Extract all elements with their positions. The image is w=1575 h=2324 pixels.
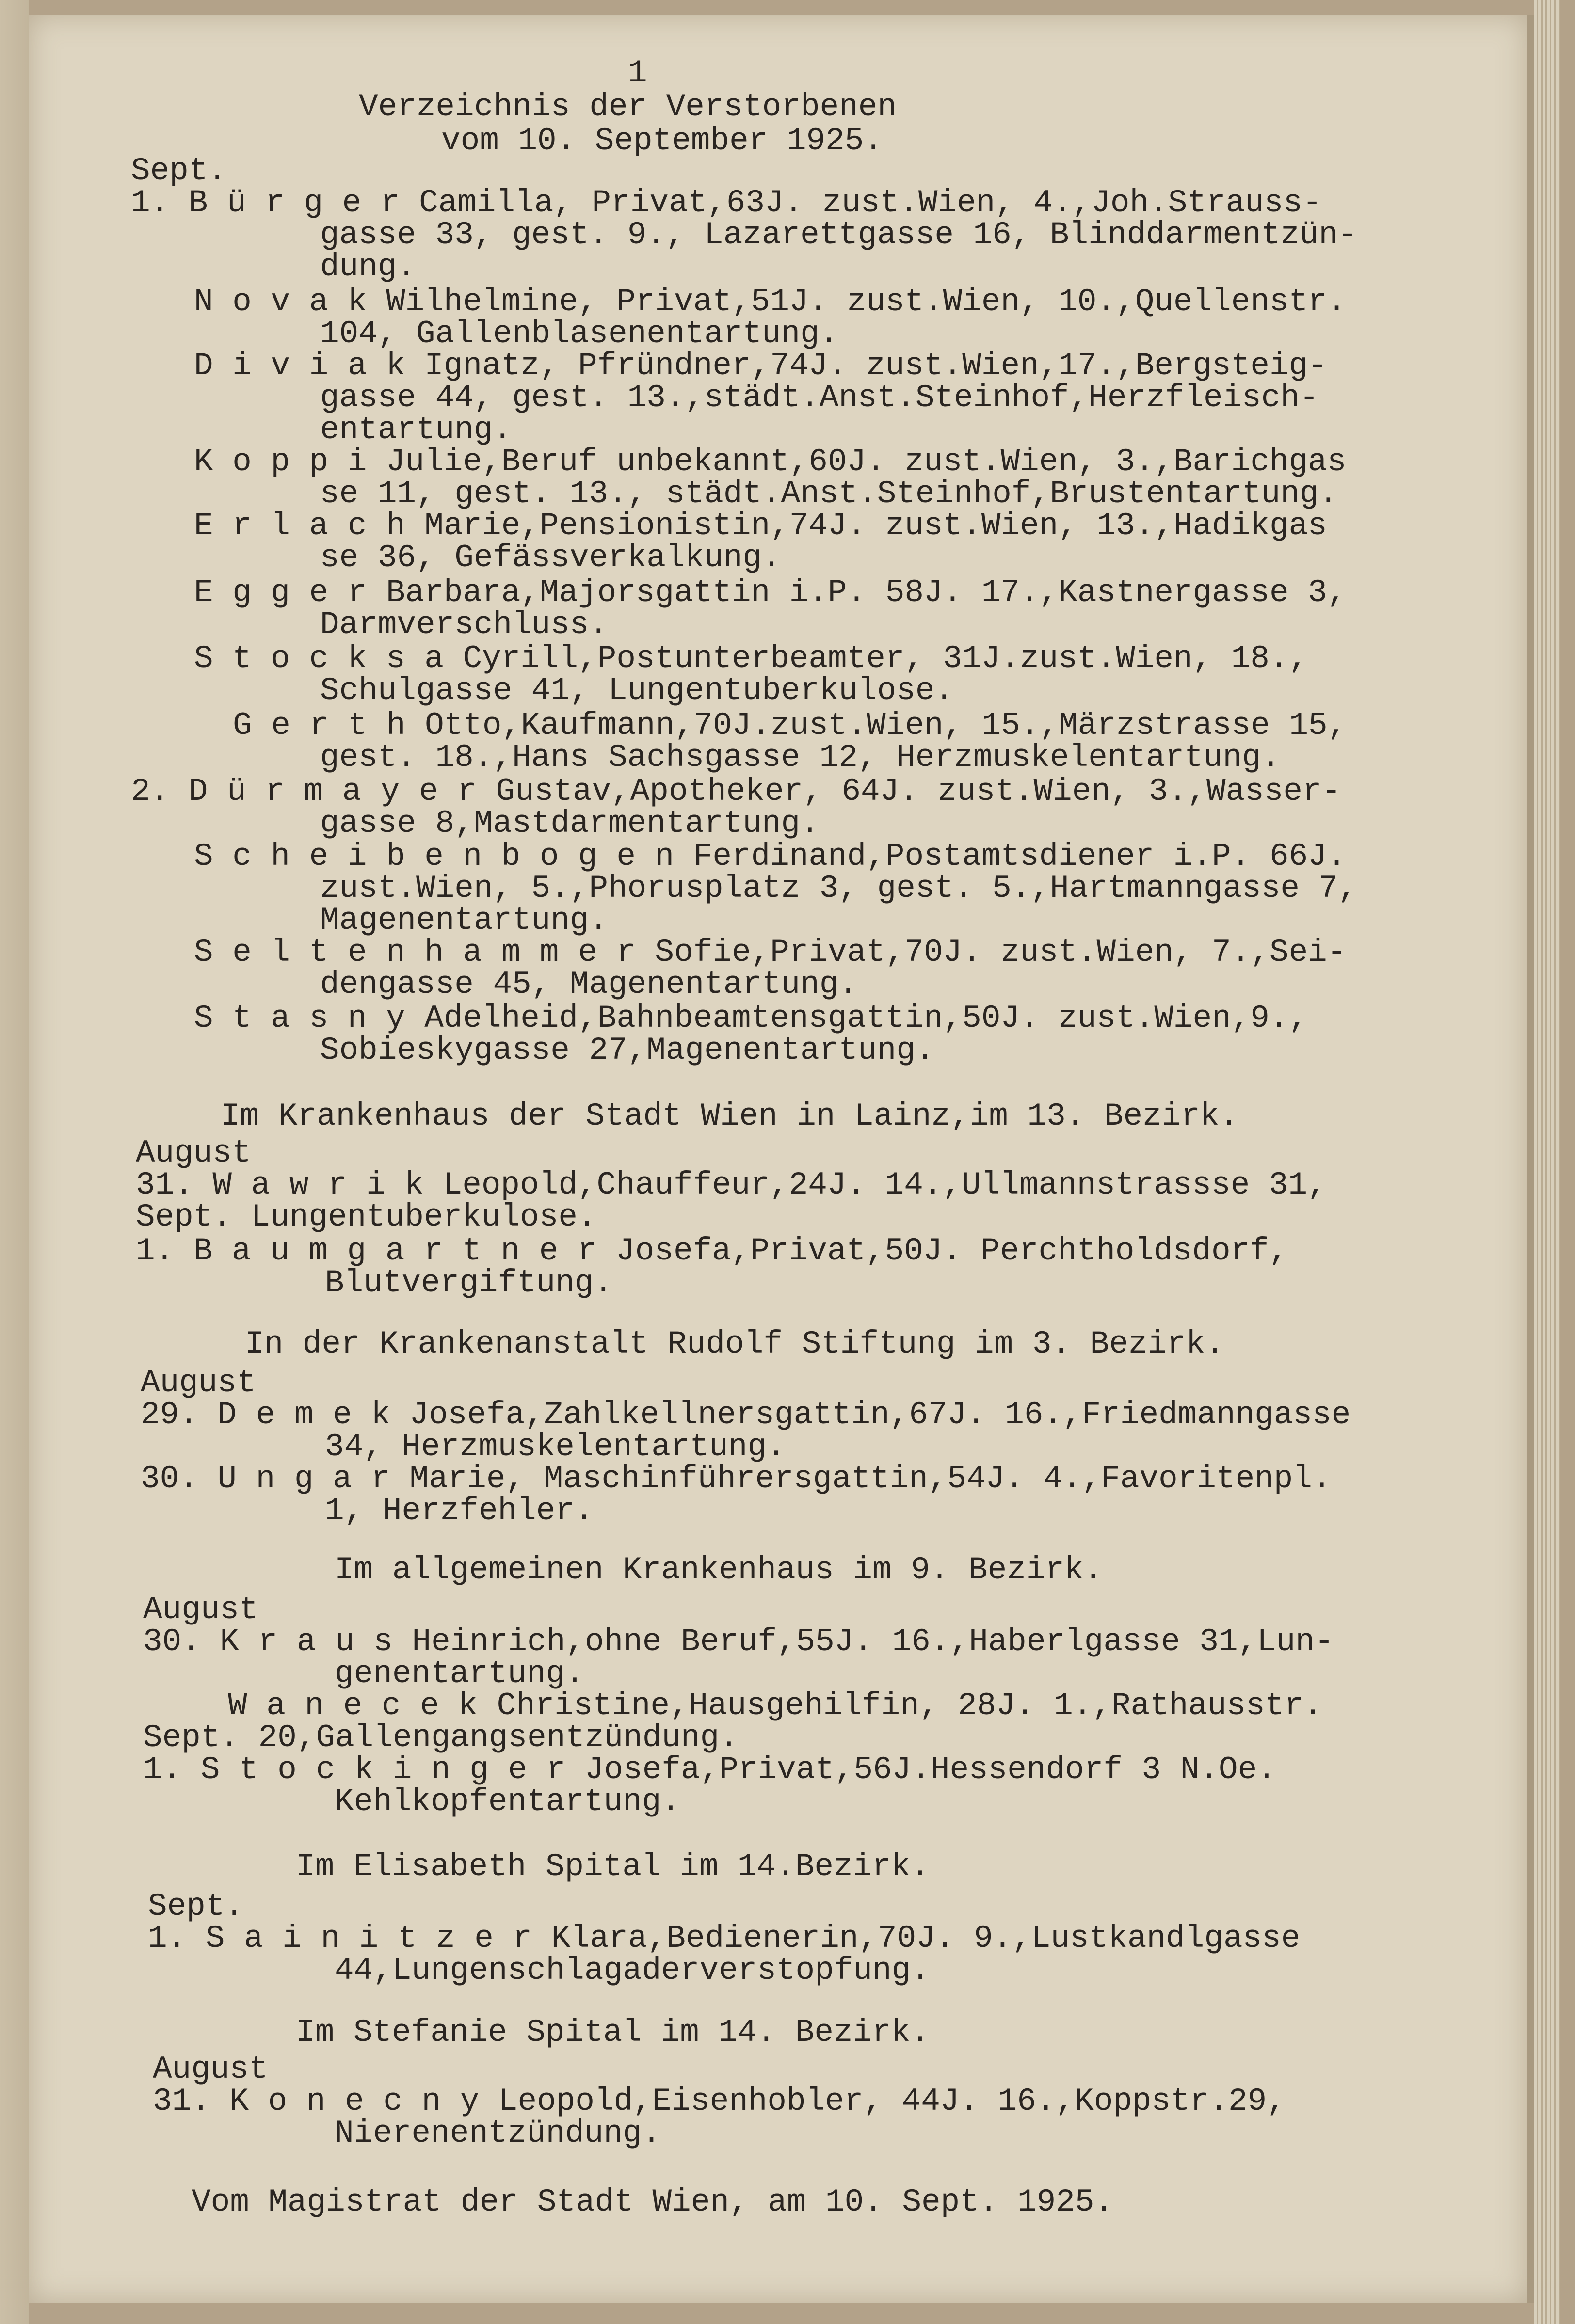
entry-line: 31. K o n e c n y Leopold,Eisenhobler, 44J. 16.,Koppstr.29, bbox=[153, 2083, 1286, 2119]
section-heading: In der Krankenanstalt Rudolf Stiftung im 3. Bezirk. bbox=[245, 1326, 1224, 1362]
section-heading: Im Stefanie Spital im 14. Bezirk. bbox=[296, 2014, 930, 2051]
entry-line: S e l t e n h a m m e r Sofie,Privat,70J. zust.Wien, 7.,Sei- bbox=[194, 934, 1347, 971]
section-heading: Im Krankenhaus der Stadt Wien in Lainz,im 13. Bezirk. bbox=[221, 1098, 1239, 1134]
entry-line: se 11, gest. 13., städt.Anst.Steinhof,Brustentartung. bbox=[320, 476, 1338, 512]
entry-line: Magenentartung. bbox=[320, 902, 609, 939]
entry-line: 1. B ü r g e r Camilla, Privat,63J. zust.Wien, 4.,Joh.Strauss- bbox=[131, 185, 1322, 221]
entry-line: E r l a c h Marie,Pensionistin,74J. zust.Wien, 13.,Hadikgas bbox=[194, 508, 1327, 544]
entry-line: 1. S a i n i t z e r Klara,Bedienerin,70J. 9.,Lustkandlgasse bbox=[148, 1920, 1301, 1957]
entry-line: gasse 8,Mastdarmentartung. bbox=[320, 805, 820, 842]
month-label: August bbox=[143, 1592, 258, 1628]
entry-line: Sept. 20,Gallengangsentzündung. bbox=[143, 1719, 739, 1756]
signature-line: Vom Magistrat der Stadt Wien, am 10. Sept. 1925. bbox=[192, 2184, 1114, 2220]
entry-line: 30. K r a u s Heinrich,ohne Beruf,55J. 16.,Haberlgasse 31,Lun- bbox=[143, 1624, 1334, 1660]
entry-line: gasse 33, gest. 9., Lazarettgasse 16, Blinddarmentzün- bbox=[320, 217, 1357, 253]
entry-line: W a n e c e k Christine,Hausgehilfin, 28J. 1.,Rathausstr. bbox=[228, 1687, 1323, 1724]
entry-line: entartung. bbox=[320, 412, 513, 448]
page-binding bbox=[0, 0, 29, 2324]
entry-line: Sept. Lungentuberkulose. bbox=[136, 1199, 597, 1235]
month-label: August bbox=[136, 1135, 251, 1171]
entry-line: 1. B a u m g a r t n e r Josefa,Privat,50J. Perchtholdsdorf, bbox=[136, 1233, 1288, 1269]
entry-line: S t o c k s a Cyrill,Postunterbeamter, 31J.zust.Wien, 18., bbox=[194, 640, 1308, 677]
month-label: Sept. bbox=[148, 1888, 244, 1925]
entry-line: gasse 44, gest. 13.,städt.Anst.Steinhof,Herzfleisch- bbox=[320, 380, 1319, 416]
entry-line: Darmverschluss. bbox=[320, 606, 609, 643]
entry-line: Kehlkopfentartung. bbox=[335, 1783, 680, 1820]
entry-line: D i v i a k Ignatz, Pfründner,74J. zust.Wien,17.,Bergsteig- bbox=[194, 348, 1327, 384]
entry-line: Sobieskygasse 27,Magenentartung. bbox=[320, 1032, 935, 1068]
month-label: August bbox=[153, 2051, 268, 2087]
entry-line: 30. U n g a r Marie, Maschinführersgattin,54J. 4.,Favoritenpl. bbox=[141, 1461, 1332, 1497]
entry-line: se 36, Gefässverkalkung. bbox=[320, 540, 781, 576]
entry-line: 1. S t o c k i n g e r Josefa,Privat,56J.Hessendorf 3 N.Oe. bbox=[143, 1751, 1276, 1788]
entry-line: Blutvergiftung. bbox=[325, 1265, 613, 1301]
month-label: Sept. bbox=[131, 153, 227, 189]
entry-line: dung. bbox=[320, 249, 417, 285]
document-title: Verzeichnis der Verstorbenen bbox=[359, 89, 897, 125]
page-number: 1 bbox=[628, 55, 647, 91]
entry-line: K o p p i Julie,Beruf unbekannt,60J. zust.Wien, 3.,Barichgas bbox=[194, 444, 1347, 480]
section-heading: Im Elisabeth Spital im 14.Bezirk. bbox=[296, 1848, 930, 1885]
entry-line: dengasse 45, Magenentartung. bbox=[320, 966, 858, 1003]
entry-line: S c h e i b e n b o g e n Ferdinand,Postamtsdiener i.P. 66J. bbox=[194, 838, 1347, 875]
entry-line: G e r t h Otto,Kaufmann,70J.zust.Wien, 15.,Märzstrasse 15, bbox=[233, 707, 1347, 744]
entry-line: Schulgasse 41, Lungentuberkulose. bbox=[320, 672, 954, 709]
section-heading: Im allgemeinen Krankenhaus im 9. Bezirk. bbox=[335, 1552, 1103, 1588]
entry-line: zust.Wien, 5.,Phorusplatz 3, gest. 5.,Hartmanngasse 7, bbox=[320, 870, 1357, 907]
entry-line: 2. D ü r m a y e r Gustav,Apotheker, 64J. zust.Wien, 3.,Wasser- bbox=[131, 773, 1341, 810]
entry-line: gest. 18.,Hans Sachsgasse 12, Herzmuskelentartung. bbox=[320, 739, 1281, 776]
document-date: vom 10. September 1925. bbox=[441, 123, 883, 159]
entry-line: 44,Lungenschlagaderverstopfung. bbox=[335, 1952, 930, 1989]
entry-line: E g g e r Barbara,Majorsgattin i.P. 58J. 17.,Kastnergasse 3, bbox=[194, 574, 1347, 611]
entry-line: Nierenentzündung. bbox=[335, 2115, 661, 2151]
entry-line: N o v a k Wilhelmine, Privat,51J. zust.Wien, 10.,Quellenstr. bbox=[194, 284, 1347, 320]
entry-line: genentartung. bbox=[335, 1655, 584, 1692]
entry-line: S t a s n y Adelheid,Bahnbeamtensgattin,50J. zust.Wien,9., bbox=[194, 1000, 1308, 1036]
page-edge-stack bbox=[1534, 0, 1560, 2324]
month-label: August bbox=[141, 1365, 256, 1401]
entry-line: 104, Gallenblasenentartung. bbox=[320, 316, 839, 352]
entry-line: 29. D e m e k Josefa,Zahlkellnersgattin,67J. 16.,Friedmanngasse bbox=[141, 1397, 1351, 1433]
entry-line: 34, Herzmuskelentartung. bbox=[325, 1429, 786, 1465]
entry-line: 1, Herzfehler. bbox=[325, 1493, 594, 1529]
entry-line: 31. W a w r i k Leopold,Chauffeur,24J. 14.,Ullmannstrassse 31, bbox=[136, 1167, 1327, 1203]
